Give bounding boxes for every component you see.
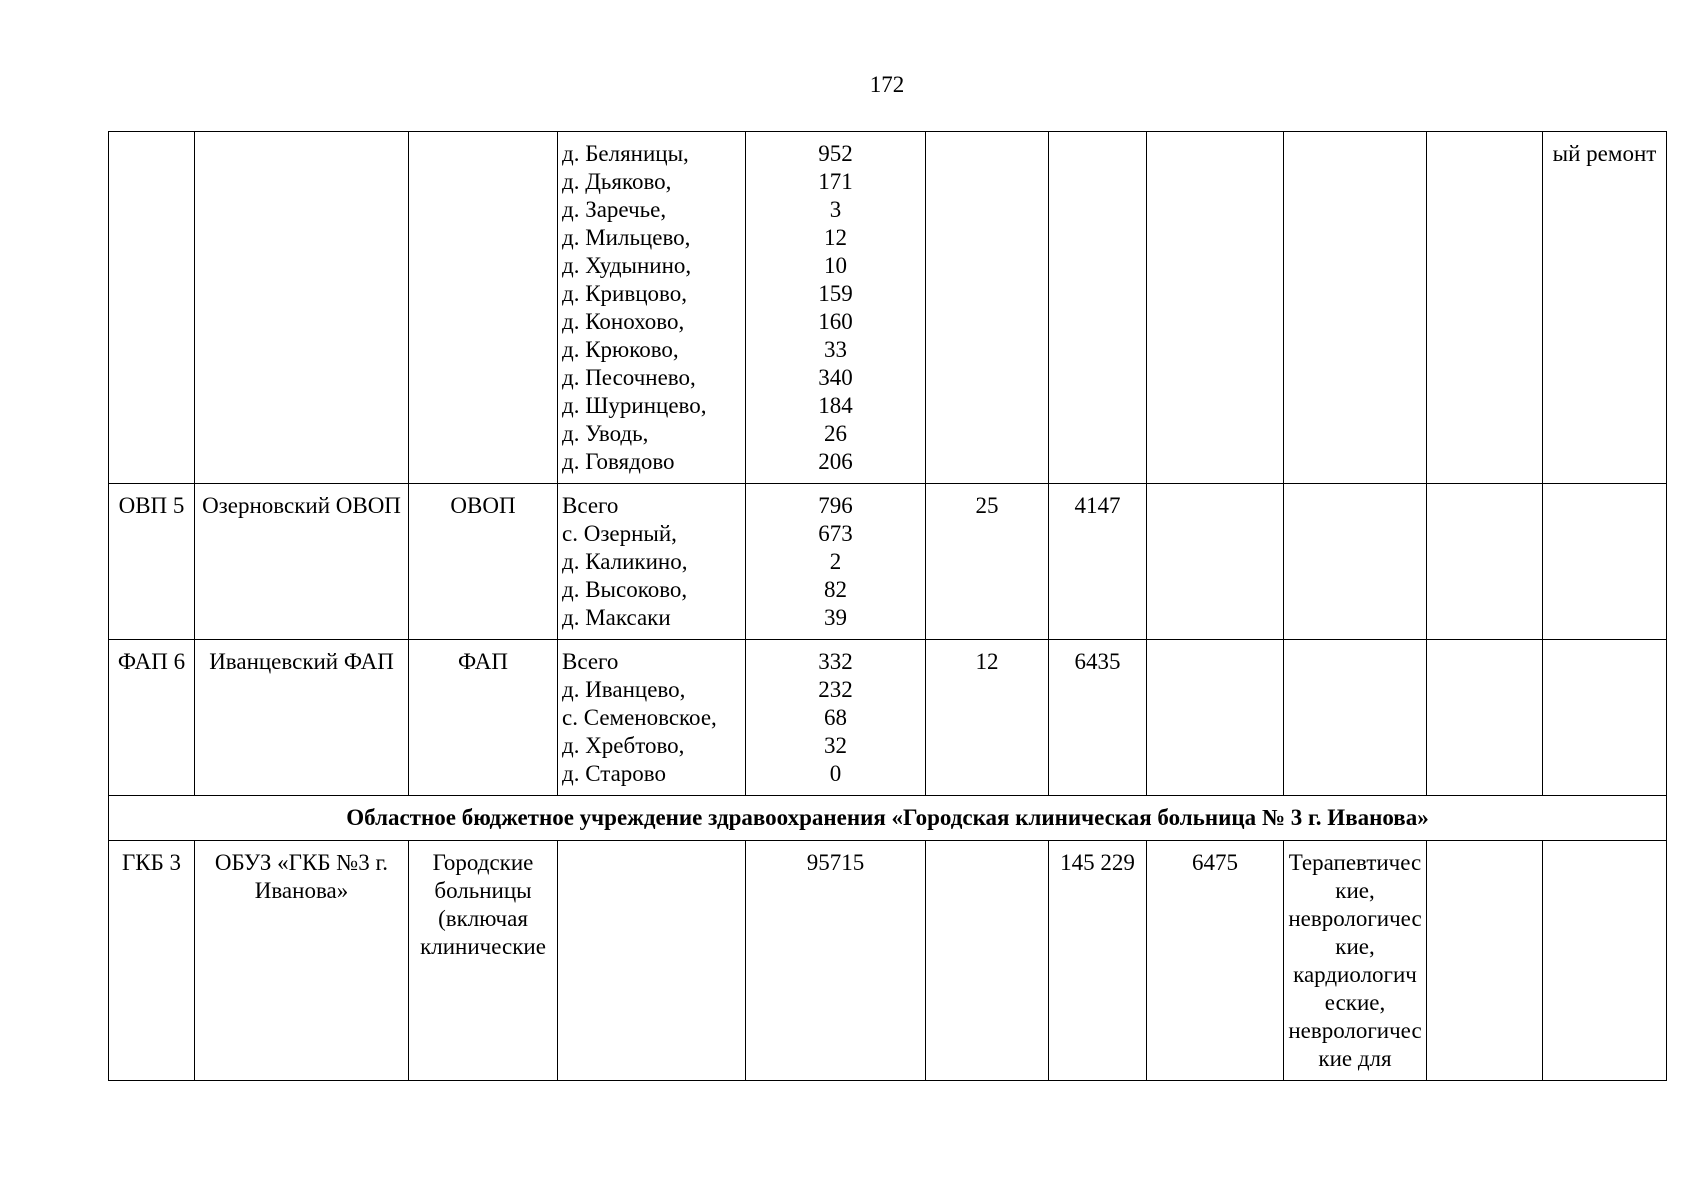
profile-line: кие, [1335,934,1375,959]
profile-line: неврологичес [1288,906,1422,931]
cell-counts [746,484,926,640]
cell-col10 [1427,841,1543,1081]
count-item: 39 [824,605,847,630]
count-item: 33 [824,337,847,362]
cell-col8 [1147,484,1284,640]
cell-type: ОВОП [409,484,558,640]
cell-counts [746,132,926,484]
profile-line: Терапевтичес [1288,850,1422,875]
cell-col6 [926,841,1049,1081]
type-line: клинические [420,934,546,959]
count-item: 2 [829,549,842,574]
table-row-gkb3 [109,841,1667,1081]
cell-code [109,132,195,484]
profile-line: еские, [1324,990,1386,1015]
count-item: 171 [818,169,853,194]
cell-col7: 6435 [1049,640,1147,796]
place-item: д. Дьяково, [562,169,672,194]
table-row-continuation [109,132,1667,484]
cell-code: ОВП 5 [109,484,195,640]
cell-profile [1284,841,1427,1081]
place-item: д. Уводь, [562,421,649,446]
profile-line: кардиологич [1293,962,1417,987]
cell-places [558,640,746,796]
cell-col8 [1147,132,1284,484]
count-item: 10 [824,253,847,278]
table-row-section-title [109,796,1667,841]
cell-counts: 95715 [746,841,926,1081]
profile-line: неврологичес [1288,1018,1422,1043]
place-item: д. Максаки [562,605,671,630]
place-item: д. Беляницы, [562,141,689,166]
cell-name: ОБУЗ «ГКБ №3 г. Иванова» [195,841,409,1081]
count-item: 82 [824,577,847,602]
cell-name: Иванцевский ФАП [195,640,409,796]
place-item: д. Шуринцево, [562,393,707,418]
place-item: д. Конохово, [562,309,685,334]
count-item: 796 [818,493,853,518]
place-item: д. Старово [562,761,666,786]
cell-code: ФАП 6 [109,640,195,796]
place-item: д. Хребтово, [562,733,685,758]
cell-name: Озерновский ОВОП [195,484,409,640]
place-item: д. Высоково, [562,577,688,602]
count-item: 26 [824,421,847,446]
count-item: 206 [818,449,853,474]
cell-code: ГКБ 3 [109,841,195,1081]
place-item: д. Кривцово, [562,281,687,306]
place-item: д. Песочнево, [562,365,696,390]
count-item: 3 [829,197,842,222]
cell-note [1543,841,1667,1081]
cell-counts [746,640,926,796]
count-item: 0 [829,761,842,786]
cell-name [195,132,409,484]
count-item: 340 [818,365,853,390]
count-item: 184 [818,393,853,418]
cell-col6 [926,132,1049,484]
cell-col10 [1427,484,1543,640]
count-item: 332 [818,649,853,674]
type-line: (включая [438,906,528,931]
cell-col9 [1284,484,1427,640]
place-item: д. Иванцево, [562,677,686,702]
place-item: д. Заречье, [562,197,667,222]
cell-places [558,841,746,1081]
type-line: Городские [432,850,534,875]
cell-col7: 4147 [1049,484,1147,640]
cell-type: ФАП [409,640,558,796]
profile-line: кие, [1335,878,1375,903]
place-item: д. Крюково, [562,337,679,362]
cell-places [558,484,746,640]
count-item: 159 [818,281,853,306]
type-line: больницы [434,878,532,903]
cell-col6: 25 [926,484,1049,640]
cell-type [409,841,558,1081]
place-item: Всего [562,493,619,518]
cell-col9 [1284,132,1427,484]
place-item: д. Мильцево, [562,225,691,250]
profile-line: кие для [1318,1046,1392,1071]
cell-col10 [1427,640,1543,796]
place-item: с. Озерный, [562,521,677,546]
place-item: д. Каликино, [562,549,688,574]
cell-col7 [1049,132,1147,484]
count-item: 68 [824,705,847,730]
cell-col10 [1427,132,1543,484]
place-item: с. Семеновское, [562,705,717,730]
cell-type [409,132,558,484]
place-item: Всего [562,649,619,674]
count-item: 673 [818,521,853,546]
count-item: 12 [824,225,847,250]
place-item: д. Худынино, [562,253,692,278]
cell-col6: 12 [926,640,1049,796]
cell-col8: 6475 [1147,841,1284,1081]
place-item: д. Говядово [562,449,675,474]
cell-places [558,132,746,484]
cell-note [1543,484,1667,640]
cell-note [1543,640,1667,796]
facilities-table [108,131,1667,1081]
section-title: Областное бюджетное учреждение здравоохранения «Городская клиническая больница № 3 г. Иванова» [109,796,1667,841]
table-row-fap6 [109,640,1667,796]
cell-col9 [1284,640,1427,796]
table-row-ovp5 [109,484,1667,640]
cell-col7: 145 229 [1049,841,1147,1081]
count-item: 952 [818,141,853,166]
count-item: 232 [818,677,853,702]
count-item: 160 [818,309,853,334]
page-number: 172 [869,72,905,97]
count-item: 32 [824,733,847,758]
cell-col8 [1147,640,1284,796]
cell-note: ый ремонт [1543,132,1667,484]
